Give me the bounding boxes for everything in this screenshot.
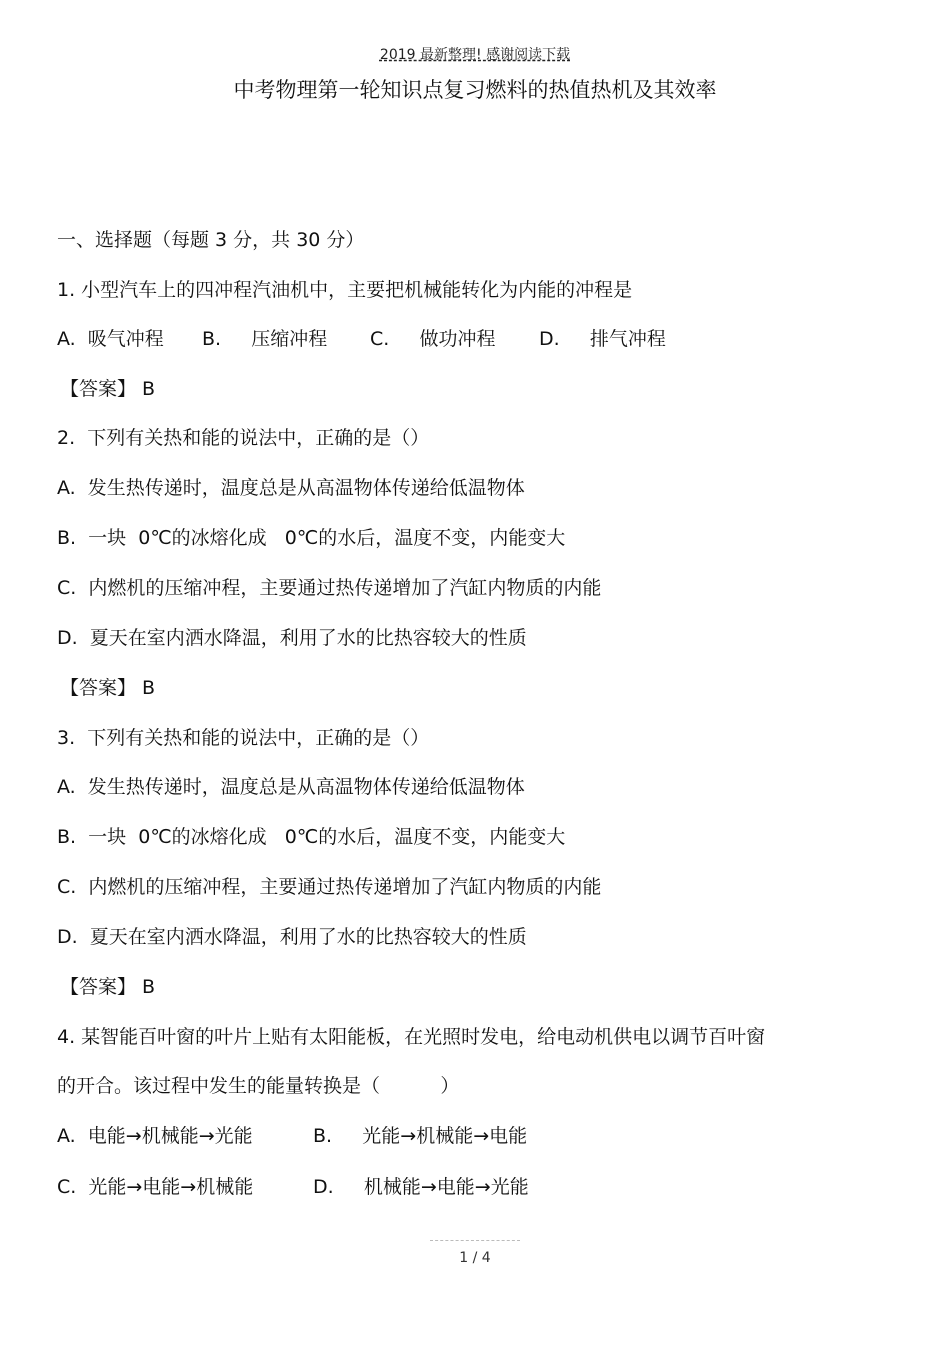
question-4-option-a: A. 电能→机械能→光能 bbox=[57, 1125, 253, 1147]
question-1-option-d: D. 排气冲程 bbox=[539, 328, 666, 350]
question-1-option-a: A. 吸气冲程 bbox=[57, 328, 164, 350]
question-1-stem: 1. 小型汽车上的四冲程汽油机中，主要把机械能转化为内能的冲程是 bbox=[57, 279, 633, 301]
document-title: 中考物理第一轮知识点复习燃料的热值热机及其效率 bbox=[233, 78, 717, 102]
page-number: 1 / 4 bbox=[459, 1250, 491, 1266]
question-3-option-d: D. 夏天在室内洒水降温，利用了水的比热容较大的性质 bbox=[57, 926, 527, 948]
question-3-option-c: C. 内燃机的压缩冲程，主要通过热传递增加了汽缸内物质的内能 bbox=[57, 876, 602, 898]
question-2-option-c: C. 内燃机的压缩冲程，主要通过热传递增加了汽缸内物质的内能 bbox=[57, 577, 602, 599]
page-header bbox=[0, 44, 950, 64]
question-2-option-d: D. 夏天在室内洒水降温，利用了水的比热容较大的性质 bbox=[57, 627, 527, 649]
question-3-answer: 【答案】 B bbox=[60, 976, 156, 998]
question-4-stem-line-2: 的开合。该过程中发生的能量转换是（ ） bbox=[57, 1075, 460, 1097]
question-4-options-row-2 bbox=[57, 1174, 657, 1200]
question-1-answer: 【答案】 B bbox=[60, 378, 156, 400]
question-4-option-b: B. 光能→机械能→电能 bbox=[313, 1125, 528, 1147]
question-1-option-c: C. 做功冲程 bbox=[370, 328, 496, 350]
question-2-stem: 2. 下列有关热和能的说法中，正确的是（） bbox=[57, 427, 430, 449]
question-3-option-b: B. 一块 0℃的冰熔化成 0℃的水后，温度不变，内能变大 bbox=[57, 826, 566, 848]
header-text: 2019 最新整理! 感谢阅读下载 bbox=[379, 47, 571, 63]
question-4-options-row-1 bbox=[57, 1123, 657, 1149]
footer-divider bbox=[430, 1240, 520, 1241]
section-heading: 一、选择题（每题 3 分，共 30 分） bbox=[57, 229, 365, 251]
question-2-option-a: A. 发生热传递时，温度总是从高温物体传递给低温物体 bbox=[57, 477, 525, 499]
question-4-option-d: D. 机械能→电能→光能 bbox=[313, 1176, 529, 1198]
question-3-stem: 3. 下列有关热和能的说法中，正确的是（） bbox=[57, 727, 430, 749]
question-4-stem-line-1: 4. 某智能百叶窗的叶片上贴有太阳能板，在光照时发电，给电动机供电以调节百叶窗 bbox=[57, 1026, 766, 1048]
question-2-option-b: B. 一块 0℃的冰熔化成 0℃的水后，温度不变，内能变大 bbox=[57, 527, 566, 549]
question-3-option-a: A. 发生热传递时，温度总是从高温物体传递给低温物体 bbox=[57, 776, 525, 798]
question-1-option-b: B. 压缩冲程 bbox=[202, 328, 328, 350]
question-2-answer: 【答案】 B bbox=[60, 677, 156, 699]
question-1-options bbox=[57, 326, 757, 352]
question-4-option-c: C. 光能→电能→机械能 bbox=[57, 1176, 254, 1198]
